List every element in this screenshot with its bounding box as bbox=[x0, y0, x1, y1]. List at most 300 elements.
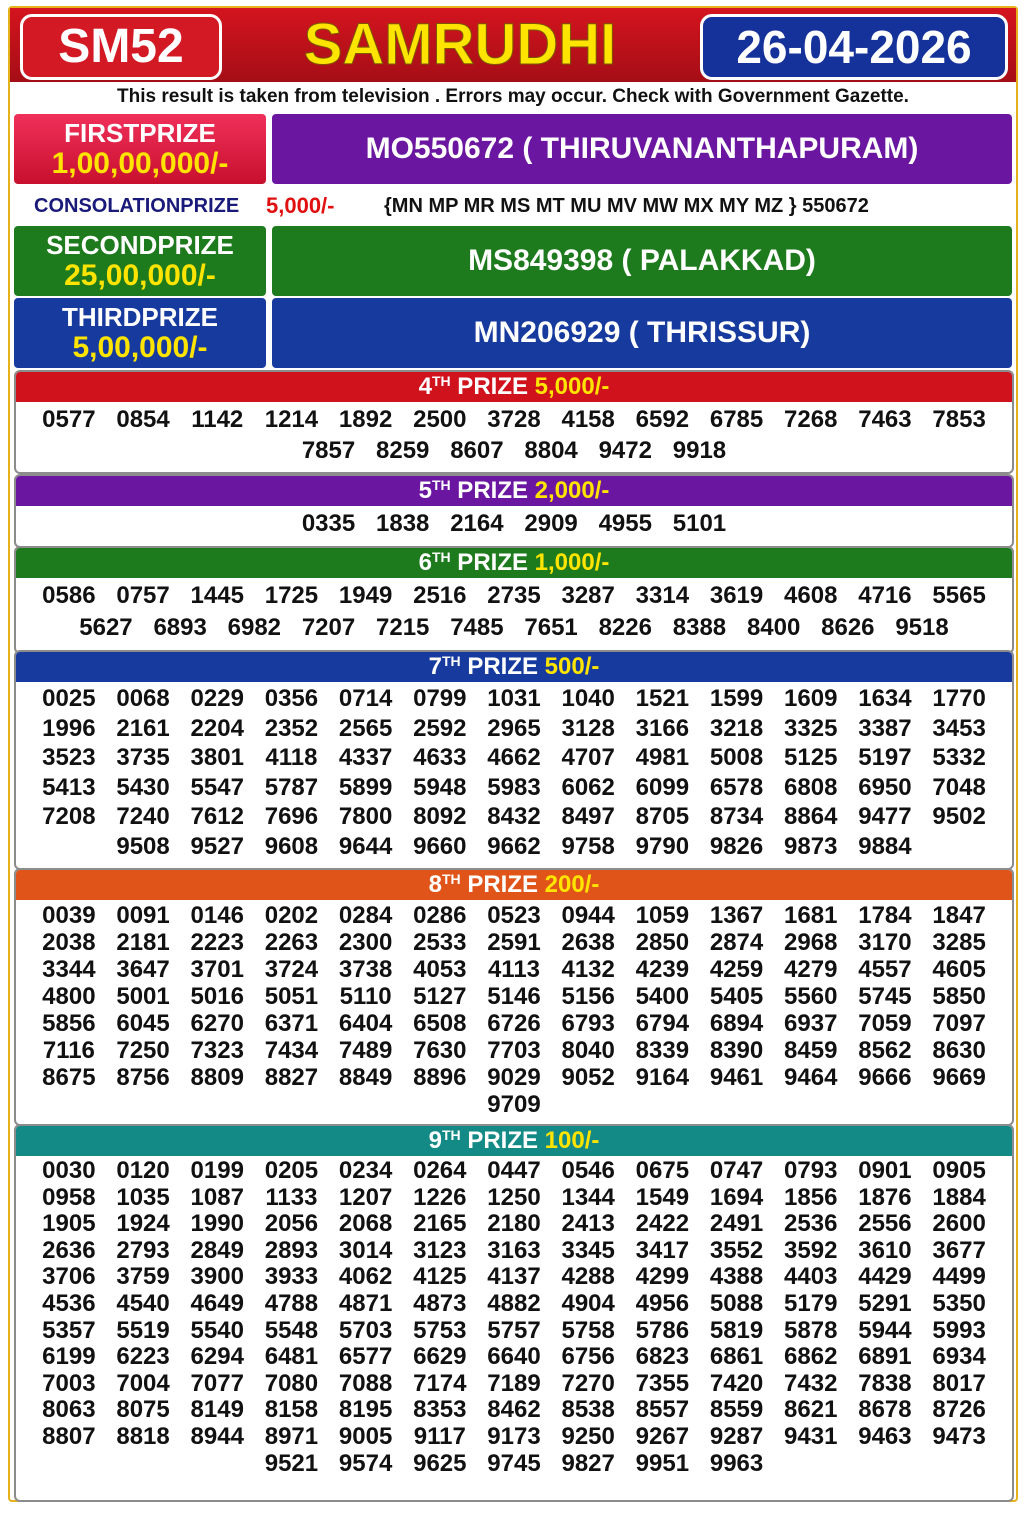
winning-number: 9745 bbox=[487, 1449, 541, 1477]
winning-number: 1949 bbox=[338, 582, 393, 609]
winning-number: 4540 bbox=[116, 1289, 170, 1317]
winning-number: 3417 bbox=[635, 1236, 690, 1264]
winning-number: 3285 bbox=[932, 929, 986, 956]
winning-number: 7080 bbox=[264, 1369, 319, 1397]
winning-number: 8849 bbox=[338, 1064, 393, 1091]
winning-number: 2893 bbox=[264, 1236, 319, 1264]
winning-number: 1040 bbox=[561, 685, 615, 712]
winning-number: 3523 bbox=[42, 744, 96, 771]
winning-number: 7323 bbox=[190, 1037, 244, 1064]
lottery-title: SAMRUDHI bbox=[303, 12, 617, 77]
prize-label: PRIZE bbox=[450, 373, 535, 400]
winning-number: 6629 bbox=[413, 1343, 467, 1371]
winning-number: 5560 bbox=[784, 983, 838, 1010]
winning-number: 8726 bbox=[932, 1396, 986, 1424]
winning-number: 7174 bbox=[413, 1369, 467, 1397]
winning-number: 3701 bbox=[190, 956, 244, 983]
winning-number: 0229 bbox=[190, 685, 244, 712]
winning-number: 8092 bbox=[413, 803, 467, 830]
winning-numbers bbox=[16, 402, 1012, 466]
winning-number: 9521 bbox=[264, 1449, 319, 1477]
prize-section-heading bbox=[16, 870, 1012, 900]
winning-number: 3166 bbox=[635, 714, 690, 742]
winning-number: 0757 bbox=[116, 582, 170, 609]
winning-number: 4279 bbox=[784, 956, 838, 983]
winning-number: 7189 bbox=[487, 1369, 541, 1397]
winning-number: 7215 bbox=[376, 614, 430, 641]
winning-number: 2536 bbox=[784, 1210, 838, 1238]
winning-number: 0546 bbox=[561, 1157, 615, 1184]
winning-number: 9250 bbox=[561, 1422, 615, 1450]
winning-number: 3724 bbox=[264, 956, 319, 983]
winning-number: 7097 bbox=[932, 1010, 986, 1037]
third-prize-label bbox=[14, 298, 266, 368]
first-prize-name: FIRSTPRIZE bbox=[64, 118, 216, 148]
winning-number: 5051 bbox=[264, 983, 319, 1010]
winning-number: 1226 bbox=[413, 1183, 467, 1211]
winning-number: 7240 bbox=[116, 803, 170, 830]
winning-number: 3610 bbox=[858, 1236, 912, 1264]
winning-number: 8390 bbox=[709, 1037, 764, 1064]
winning-number: 9884 bbox=[858, 832, 912, 860]
winning-number: 3287 bbox=[561, 582, 615, 609]
winning-number: 8149 bbox=[190, 1396, 244, 1424]
winning-number: 2223 bbox=[190, 929, 244, 956]
winning-number: 5983 bbox=[487, 773, 541, 801]
winning-number: 5993 bbox=[932, 1316, 986, 1344]
winning-number: 0199 bbox=[190, 1157, 244, 1184]
winning-number: 7612 bbox=[190, 803, 244, 830]
winning-number: 0205 bbox=[264, 1157, 319, 1184]
winning-number: 2204 bbox=[190, 714, 244, 742]
winning-number: 3128 bbox=[561, 714, 615, 742]
prize-section-heading bbox=[16, 1126, 1012, 1156]
winning-number: 0091 bbox=[116, 902, 170, 929]
winning-number: 4882 bbox=[487, 1289, 541, 1317]
second-prize-name: SECONDPRIZE bbox=[46, 230, 234, 260]
prize-ordinal: 7 bbox=[428, 653, 442, 680]
winning-number: 9709 bbox=[487, 1091, 541, 1118]
winning-number: 9527 bbox=[190, 832, 244, 860]
winning-number: 6823 bbox=[635, 1343, 690, 1371]
winning-number: 5405 bbox=[709, 983, 764, 1010]
winning-number: 3345 bbox=[561, 1236, 615, 1264]
winning-number: 2793 bbox=[116, 1236, 170, 1264]
winning-number: 5197 bbox=[858, 744, 912, 771]
winning-number: 8621 bbox=[784, 1396, 838, 1424]
winning-number: 1214 bbox=[264, 406, 319, 433]
prize-amount: 500/- bbox=[544, 653, 600, 680]
winning-number: 3592 bbox=[784, 1236, 838, 1264]
winning-number: 0286 bbox=[413, 902, 467, 929]
winning-number: 5088 bbox=[709, 1289, 764, 1317]
winning-number: 0523 bbox=[487, 902, 541, 929]
winning-number: 0068 bbox=[116, 685, 170, 712]
winning-number: 4955 bbox=[598, 510, 652, 537]
winning-number: 1892 bbox=[338, 406, 393, 433]
winning-number: 9608 bbox=[264, 832, 319, 860]
winning-number: 7208 bbox=[42, 803, 96, 830]
winning-number: 7432 bbox=[784, 1369, 838, 1397]
winning-number: 7048 bbox=[932, 773, 986, 801]
winning-numbers bbox=[16, 578, 1012, 644]
winning-number: 3619 bbox=[709, 582, 764, 609]
winning-number: 6756 bbox=[561, 1343, 615, 1371]
consolation-row bbox=[10, 188, 1016, 224]
winning-number: 6099 bbox=[635, 773, 690, 801]
winning-number: 5350 bbox=[932, 1289, 986, 1317]
winning-number: 2181 bbox=[116, 929, 170, 956]
winning-number: 3123 bbox=[413, 1236, 467, 1264]
winning-number: 6950 bbox=[858, 773, 912, 801]
winning-number: 6891 bbox=[858, 1343, 912, 1371]
winning-number: 3677 bbox=[932, 1236, 986, 1264]
winning-number: 8040 bbox=[561, 1037, 615, 1064]
winning-number: 8562 bbox=[858, 1037, 912, 1064]
winning-number: 1207 bbox=[338, 1183, 393, 1211]
prize-amount: 2,000/- bbox=[534, 477, 610, 504]
winning-number: 3325 bbox=[784, 714, 838, 742]
winning-number: 2263 bbox=[264, 929, 319, 956]
winning-number: 5125 bbox=[784, 744, 838, 771]
winning-number: 2592 bbox=[413, 714, 467, 742]
second-prize-label bbox=[14, 226, 266, 296]
winning-number: 9472 bbox=[598, 437, 652, 464]
winning-number: 9287 bbox=[709, 1422, 764, 1450]
winning-number: 0039 bbox=[42, 902, 96, 929]
winning-number: 2413 bbox=[561, 1210, 615, 1238]
winning-number: 9826 bbox=[709, 832, 764, 860]
winning-number: 4429 bbox=[858, 1263, 912, 1291]
winning-number: 9758 bbox=[561, 832, 615, 860]
winning-number: 9873 bbox=[784, 832, 838, 860]
winning-number: 6577 bbox=[338, 1343, 393, 1371]
winning-number: 3552 bbox=[709, 1236, 764, 1264]
prize-section-heading bbox=[16, 476, 1012, 506]
winning-number: 8158 bbox=[264, 1396, 319, 1424]
winning-number: 5146 bbox=[487, 983, 541, 1010]
winning-number: 6982 bbox=[227, 614, 282, 641]
winning-number: 2591 bbox=[487, 929, 541, 956]
winning-number: 3933 bbox=[264, 1263, 319, 1291]
winning-number: 0025 bbox=[42, 685, 96, 712]
winning-number: 0356 bbox=[264, 685, 319, 712]
winning-number: 0747 bbox=[709, 1157, 764, 1184]
winning-number: 7116 bbox=[42, 1037, 95, 1064]
winning-number: 3163 bbox=[487, 1236, 541, 1264]
winning-number: 9029 bbox=[487, 1064, 541, 1091]
winning-number: 6199 bbox=[42, 1343, 96, 1371]
winning-number: 1876 bbox=[858, 1183, 912, 1211]
winning-number: 2849 bbox=[190, 1236, 244, 1264]
prize-section-heading bbox=[16, 652, 1012, 682]
winning-number: 5110 bbox=[339, 983, 392, 1010]
winning-number: 8075 bbox=[116, 1396, 170, 1424]
winning-number: 6270 bbox=[190, 1010, 244, 1037]
winning-number: 8388 bbox=[672, 614, 727, 641]
winning-number: 5413 bbox=[42, 773, 96, 801]
winning-number: 2556 bbox=[858, 1210, 912, 1238]
winning-number: 5156 bbox=[561, 983, 615, 1010]
winning-number: 1059 bbox=[635, 902, 690, 929]
winning-number: 8630 bbox=[932, 1037, 986, 1064]
winning-number: 5540 bbox=[190, 1316, 244, 1344]
winning-number: 5016 bbox=[190, 983, 244, 1010]
winning-number: 9918 bbox=[672, 437, 727, 464]
winning-number: 1996 bbox=[42, 714, 96, 742]
winning-number: 6894 bbox=[709, 1010, 764, 1037]
winning-number: 2491 bbox=[709, 1210, 764, 1238]
winning-number: 2056 bbox=[264, 1210, 319, 1238]
winning-number: 4288 bbox=[561, 1263, 615, 1291]
winning-number: 6404 bbox=[338, 1010, 393, 1037]
winning-number: 7630 bbox=[413, 1037, 467, 1064]
winning-number: 2164 bbox=[450, 510, 504, 537]
winning-number: 2735 bbox=[487, 582, 541, 609]
winning-number: 8756 bbox=[116, 1064, 170, 1091]
disclaimer: This result is taken from television . Errors may occur. Check with Government Gazette. bbox=[117, 86, 909, 107]
winning-number: 4158 bbox=[561, 406, 615, 433]
winning-number: 8459 bbox=[784, 1037, 838, 1064]
winning-number: 8675 bbox=[42, 1064, 96, 1091]
winning-number: 4137 bbox=[487, 1263, 541, 1291]
prize-section-7 bbox=[14, 650, 1014, 870]
winning-number: 1035 bbox=[116, 1183, 170, 1211]
winning-number: 5948 bbox=[413, 773, 467, 801]
winning-number: 6934 bbox=[932, 1343, 986, 1371]
winning-number: 4873 bbox=[413, 1289, 467, 1317]
winning-number: 8538 bbox=[561, 1396, 615, 1424]
winning-number: 5400 bbox=[635, 983, 690, 1010]
winning-number: 5753 bbox=[413, 1316, 467, 1344]
winning-number: 0120 bbox=[116, 1157, 170, 1184]
winning-number: 4633 bbox=[413, 744, 467, 771]
winning-number: 5850 bbox=[932, 983, 986, 1010]
winning-number: 1445 bbox=[190, 582, 244, 609]
winning-number: 2422 bbox=[635, 1210, 690, 1238]
winning-number: 2516 bbox=[413, 582, 467, 609]
winning-number: 9005 bbox=[338, 1422, 393, 1450]
winning-number: 0447 bbox=[487, 1157, 541, 1184]
winning-number: 4125 bbox=[413, 1263, 467, 1291]
winning-number: 5944 bbox=[858, 1316, 912, 1344]
winning-number: 6592 bbox=[635, 406, 690, 433]
prize-section-6 bbox=[14, 546, 1014, 654]
winning-number: 7004 bbox=[116, 1369, 170, 1397]
winning-number: 0905 bbox=[932, 1157, 986, 1184]
winning-number: 3453 bbox=[932, 714, 986, 742]
winning-number: 1681 bbox=[784, 902, 838, 929]
winning-numbers bbox=[16, 682, 1012, 861]
winning-number: 9662 bbox=[487, 832, 541, 860]
consolation-amount: 5,000/- bbox=[266, 193, 335, 218]
winning-number: 2565 bbox=[338, 714, 393, 742]
winning-number: 9666 bbox=[858, 1064, 912, 1091]
winning-number: 1856 bbox=[784, 1183, 838, 1211]
winning-number: 2874 bbox=[709, 929, 764, 956]
winning-number: 5899 bbox=[338, 773, 393, 801]
winning-number: 0901 bbox=[858, 1157, 912, 1184]
winning-number: 8864 bbox=[784, 803, 838, 830]
winning-number: 0202 bbox=[264, 902, 319, 929]
winning-number: 4981 bbox=[635, 744, 690, 771]
winning-number: 4956 bbox=[635, 1289, 690, 1317]
winning-number: 2533 bbox=[413, 929, 467, 956]
winning-number: 1599 bbox=[709, 685, 764, 712]
winning-number: 5757 bbox=[487, 1316, 541, 1344]
winning-number: 6794 bbox=[635, 1010, 690, 1037]
winning-number: 9117 bbox=[413, 1422, 466, 1450]
winning-number: 4062 bbox=[338, 1263, 393, 1291]
winning-number: 4707 bbox=[561, 744, 615, 771]
winning-number: 0030 bbox=[42, 1157, 96, 1184]
second-prize-ticket: MS849398 ( PALAKKAD) bbox=[272, 226, 1012, 296]
prize-amount: 200/- bbox=[544, 871, 600, 898]
winning-number: 9508 bbox=[116, 832, 170, 860]
winning-number: 9644 bbox=[338, 832, 393, 860]
winning-number: 5008 bbox=[709, 744, 764, 771]
winning-number: 3170 bbox=[858, 929, 912, 956]
winning-number: 5179 bbox=[784, 1289, 838, 1317]
winning-number: 8400 bbox=[746, 614, 801, 641]
winning-number: 8818 bbox=[116, 1422, 170, 1450]
winning-number: 8896 bbox=[413, 1064, 467, 1091]
winning-number: 0586 bbox=[42, 582, 96, 609]
winning-number: 1784 bbox=[858, 902, 912, 929]
winning-number: 8259 bbox=[376, 437, 430, 464]
winning-number: 0335 bbox=[301, 510, 356, 537]
winning-number: 9267 bbox=[635, 1422, 690, 1450]
winning-number: 5430 bbox=[116, 773, 170, 801]
winning-number: 4800 bbox=[42, 983, 96, 1010]
winning-number: 1694 bbox=[709, 1183, 764, 1211]
winning-number: 2161 bbox=[116, 714, 170, 742]
prize-label: PRIZE bbox=[460, 871, 545, 898]
winning-number: 6937 bbox=[784, 1010, 838, 1037]
winning-number: 4608 bbox=[784, 582, 838, 609]
winning-number: 6371 bbox=[264, 1010, 319, 1037]
winning-number: 9477 bbox=[858, 803, 912, 830]
winning-number: 1031 bbox=[487, 685, 541, 712]
winning-number: 1634 bbox=[858, 685, 912, 712]
winning-number: 1725 bbox=[264, 582, 319, 609]
winning-number: 4662 bbox=[487, 744, 541, 771]
winning-number: 9461 bbox=[709, 1064, 764, 1091]
winning-number: 7838 bbox=[858, 1369, 912, 1397]
winning-number: 4904 bbox=[561, 1289, 615, 1317]
winning-number: 0958 bbox=[42, 1183, 96, 1211]
third-prize-ticket: MN206929 ( THRISSUR) bbox=[272, 298, 1012, 368]
winning-number: 8432 bbox=[487, 803, 541, 830]
winning-number: 1884 bbox=[932, 1183, 986, 1211]
winning-number: 2300 bbox=[338, 929, 393, 956]
winning-number: 4337 bbox=[338, 744, 393, 771]
prize-label: PRIZE bbox=[460, 653, 545, 680]
winning-number: 0793 bbox=[784, 1157, 838, 1184]
winning-number: 9963 bbox=[709, 1449, 764, 1477]
winning-number: 8557 bbox=[635, 1396, 690, 1424]
winning-number: 7463 bbox=[858, 406, 912, 433]
winning-number: 4118 bbox=[265, 744, 318, 771]
winning-numbers bbox=[16, 900, 1012, 1118]
winning-number: 8462 bbox=[487, 1396, 541, 1424]
winning-number: 6785 bbox=[709, 406, 764, 433]
draw-date: 26-04-2026 bbox=[700, 14, 1008, 80]
first-prize-label bbox=[14, 114, 266, 184]
winning-number: 4557 bbox=[858, 956, 912, 983]
winning-number: 6223 bbox=[116, 1343, 170, 1371]
winning-number: 5758 bbox=[561, 1316, 615, 1344]
winning-number: 8807 bbox=[42, 1422, 96, 1450]
winning-number: 4239 bbox=[635, 956, 690, 983]
winning-number: 1250 bbox=[487, 1183, 541, 1211]
prize-ordinal: 9 bbox=[428, 1127, 442, 1154]
winning-number: 4388 bbox=[709, 1263, 764, 1291]
winning-number: 7059 bbox=[858, 1010, 912, 1037]
winning-number: 3759 bbox=[116, 1263, 170, 1291]
winning-number: 7250 bbox=[116, 1037, 170, 1064]
header-bar bbox=[10, 8, 1016, 82]
prize-ordinal: 4 bbox=[418, 373, 432, 400]
consolation-series: {MN MP MR MS MT MU MV MW MX MY MZ } 550672 bbox=[384, 195, 869, 217]
prize-ordinal-suffix: TH bbox=[431, 549, 451, 565]
prize-ordinal-suffix: TH bbox=[441, 653, 461, 669]
winning-number: 3738 bbox=[338, 956, 393, 983]
winning-number: 8804 bbox=[524, 437, 578, 464]
winning-number: 7355 bbox=[635, 1369, 690, 1397]
winning-number: 3647 bbox=[116, 956, 170, 983]
winning-number: 8497 bbox=[561, 803, 615, 830]
prize-section-5 bbox=[14, 474, 1014, 548]
draw-code: SM52 bbox=[20, 14, 222, 80]
winning-number: 6062 bbox=[561, 773, 615, 801]
winning-number: 5745 bbox=[858, 983, 912, 1010]
winning-number: 5127 bbox=[413, 983, 467, 1010]
first-prize-ticket: MO550672 ( THIRUVANANTHAPURAM) bbox=[272, 114, 1012, 184]
winning-number: 9574 bbox=[338, 1449, 393, 1477]
winning-number: 7088 bbox=[338, 1369, 393, 1397]
winning-number: 9790 bbox=[635, 832, 690, 860]
winning-number: 6481 bbox=[264, 1343, 319, 1371]
winning-number: 5519 bbox=[116, 1316, 170, 1344]
winning-number: 1924 bbox=[116, 1210, 170, 1238]
winning-number: 6808 bbox=[784, 773, 838, 801]
winning-number: 4716 bbox=[858, 582, 912, 609]
winning-number: 7800 bbox=[338, 803, 393, 830]
winning-number: 7651 bbox=[524, 614, 578, 641]
winning-number: 7485 bbox=[450, 614, 504, 641]
winning-number: 1344 bbox=[561, 1183, 615, 1211]
winning-number: 3218 bbox=[709, 714, 764, 742]
winning-number: 9827 bbox=[561, 1449, 615, 1477]
winning-number: 2909 bbox=[524, 510, 578, 537]
winning-number: 4053 bbox=[413, 956, 467, 983]
prize-amount: 5,000/- bbox=[534, 373, 610, 400]
winning-number: 4259 bbox=[709, 956, 764, 983]
winning-number: 2038 bbox=[42, 929, 96, 956]
second-prize-row bbox=[14, 226, 1012, 296]
prize-ordinal-suffix: TH bbox=[431, 477, 451, 493]
winning-number: 1609 bbox=[784, 685, 838, 712]
prize-ordinal: 5 bbox=[418, 477, 432, 504]
prize-amount: 100/- bbox=[544, 1127, 600, 1154]
winning-number: 3344 bbox=[42, 956, 96, 983]
winning-number: 9431 bbox=[784, 1422, 838, 1450]
winning-number: 0577 bbox=[42, 406, 96, 433]
winning-number: 2638 bbox=[561, 929, 615, 956]
winning-number: 1905 bbox=[42, 1210, 96, 1238]
winning-number: 4113 bbox=[487, 956, 541, 983]
